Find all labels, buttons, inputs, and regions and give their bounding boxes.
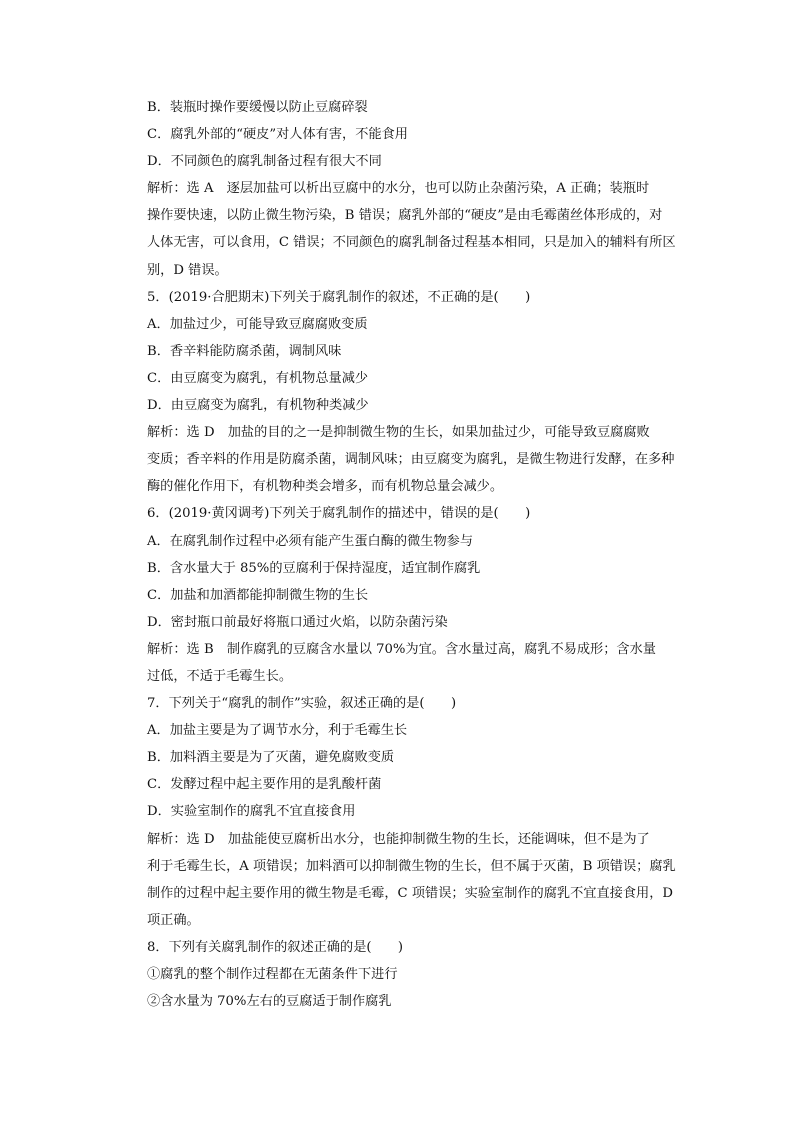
question-7: 7．下列关于“腐乳的制作”实验，叙述正确的是( ) (147, 696, 457, 712)
analysis-line: 解析：选 A 逐层加盐可以析出豆腐中的水分，也可以防止杂菌污染，A 正确；装瓶时 (147, 181, 650, 197)
option-d: D．密封瓶口前最好将瓶口通过火焰，以防杂菌污染 (147, 614, 448, 630)
analysis-line: 酶的催化作用下，有机物种类会增多，而有机物总量会减少。 (147, 479, 504, 495)
option-d: D．实验室制作的腐乳不宜直接食用 (147, 804, 356, 820)
analysis-line: 项正确。 (147, 912, 200, 928)
statement-2: ②含水量为 70%左右的豆腐适于制作腐乳 (147, 994, 392, 1010)
option-c: C．由豆腐变为腐乳，有机物总量减少 (147, 370, 369, 386)
option-a: A．在腐乳制作过程中必须有能产生蛋白酶的微生物参与 (147, 533, 474, 549)
statement-1: ①腐乳的整个制作过程都在无菌条件下进行 (147, 967, 398, 982)
analysis-line: 解析：选 D 加盐的目的之一是抑制微生物的生长，如果加盐过少，可能导致豆腐腐败 (147, 425, 650, 441)
analysis-line: 操作要快速，以防止微生物污染，B 错误；腐乳外部的“硬皮”是由毛霉菌丝体形成的，对 (147, 208, 663, 224)
analysis-line: 制作的过程中起主要作用的微生物是毛霉，C 项错误；实验室制作的腐乳不宜直接食用，D (147, 885, 673, 901)
option-c: C．腐乳外部的“硬皮”对人体有害，不能食用 (147, 127, 408, 143)
option-d: D．由豆腐变为腐乳，有机物种类减少 (147, 398, 369, 414)
option-b: B．香辛料能防腐杀菌，调制风味 (147, 343, 342, 359)
analysis-line: 过低，不适于毛霉生长。 (147, 668, 293, 684)
option-d: D．不同颜色的腐乳制备过程有很大不同 (147, 154, 382, 170)
option-b: B．加料酒主要是为了灭菌，避免腐败变质 (147, 750, 395, 766)
option-a: A．加盐主要是为了调节水分，利于毛霉生长 (147, 723, 408, 739)
option-a: A．加盐过少，可能导致豆腐腐败变质 (147, 316, 368, 332)
analysis-line: 解析：选 D 加盐能使豆腐析出水分，也能抑制微生物的生长，还能调味，但不是为了 (147, 831, 650, 847)
document-body (147, 94, 687, 1015)
analysis-line: 利于毛霉生长，A 项错误；加料酒可以抑制微生物的生长，但不属于灭菌，B 项错误；腐乳 (147, 858, 676, 874)
option-c: C．加盐和加酒都能抑制微生物的生长 (147, 587, 369, 603)
option-c: C．发酵过程中起主要作用的是乳酸杆菌 (147, 777, 382, 793)
question-6: 6．(2019·黄冈调考)下列关于腐乳制作的描述中，错误的是( ) (147, 506, 531, 522)
option-b: B．含水量大于 85%的豆腐利于保持湿度，适宜制作腐乳 (147, 560, 481, 576)
analysis-line: 解析：选 B 制作腐乳的豆腐含水量以 70%为宜。含水量过高，腐乳不易成形；含水量 (147, 641, 656, 657)
analysis-line: 变质；香辛料的作用是防腐杀菌，调制风味；由豆腐变为腐乳，是微生物进行发酵，在多种 (147, 452, 675, 468)
analysis-line: 人体无害，可以食用，C 错误；不同颜色的腐乳制备过程基本相同，只是加入的辅料有所区 (147, 235, 676, 251)
question-5: 5．(2019·合肥期末)下列关于腐乳制作的叙述，不正确的是( ) (147, 289, 531, 305)
analysis-line: 别，D 错误。 (147, 262, 228, 278)
option-b: B．装瓶时操作要缓慢以防止豆腐碎裂 (147, 100, 368, 115)
question-8: 8．下列有关腐乳制作的叙述正确的是( ) (147, 939, 404, 955)
